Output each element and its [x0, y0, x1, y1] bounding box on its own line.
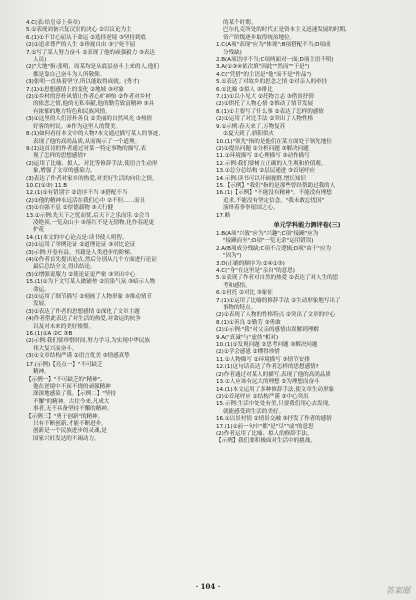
answer-line: (5)①增强说服力 ②使论证更严密 ③突出中心 — [26, 271, 136, 278]
answer-line: (2)①运用了对比手法 ②突出了人物性格 — [216, 116, 314, 123]
answer-line: (2)①追求尊严的人生 ②珍视自由 ③宁死不屈 — [26, 42, 136, 49]
answer-line: 11.①环境描写 ②心理描写 ③动作描写 — [216, 153, 310, 160]
answer-line: 事者,无不具备坚持不懈的精神。 — [33, 406, 113, 413]
left-column — [26, 20, 209, 443]
answer-line: (3)示例:开卷有益。书籍是人类进步的阶梯。 — [26, 249, 136, 256]
answer-line: (2)①运用了举例论证 ②道理论证 ③对比论证 — [26, 242, 136, 249]
answer-line: 16.(1)【示例】"不能没有精神"。不能没有理想 — [216, 190, 332, 197]
answer-line: 演绎着拳拳报国之心。 — [223, 205, 279, 212]
answer-line: 他在逆境中不屈不挠的顽强精神 — [33, 383, 111, 390]
answer-line: 5.①表现刘备兴复汉室的决心 ②以议论为主 — [26, 27, 132, 34]
answer-line: 追求,不能没有坚定信念。"我未敢忘忧国" — [223, 197, 325, 204]
answer-line: (2)①提出问题 ②分析问题 ③解决问题 — [216, 145, 309, 152]
answer-line: 深深地感染了我。【示例二】"坚持 — [33, 391, 116, 398]
answer-line: 4.C("凭借"的主语是"他"而不是"作品") — [216, 71, 312, 78]
answer-line: 9.(1)这首诗的作者通过对某一特定事物的描写,表 — [26, 145, 147, 152]
answer-line: 伟大复兴而奋斗。 — [33, 345, 78, 352]
answer-line: 14.(1)本文运用了多种修辞手法,使文章生动形象 — [216, 386, 335, 393]
answer-line: 7.①写了某人努力奋斗 ②表现了他的顽强毅力 ③表达 — [26, 49, 155, 56]
answer-line: (2)作者通过对某人的描写,表现了他的高尚品质 — [216, 371, 331, 378]
answer-line: 资产阶级逐步取得统治地位。 — [223, 34, 296, 41]
answer-line: 7.(1)①思想感情上的变化 ②地域 ③对象 — [26, 86, 124, 93]
answer-line: 护花 — [33, 227, 45, 234]
answer-line: 好客的村民。④作为这里人的赞美。 — [33, 123, 122, 130]
answer-line: (2)"大地"指:张明、周某均是从底层奋斗上来的人,他们 — [26, 64, 159, 71]
answer-line: (2)运用了比喻、拟人、对比等修辞手法,使语言生动形 — [26, 160, 158, 167]
answer-line: (3)①文章结构严谨 ②语言优美 ③情感真挚 — [26, 353, 130, 360]
answer-line: 现了怎样的思想感情? — [33, 153, 86, 160]
answer-line: 15.(1)①为下文写某人做铺垫 ②渲染气氛 ③暗示人物 — [26, 279, 156, 286]
answer-line: (2)①学会感恩 ②懂得珍惜 — [216, 349, 280, 356]
answer-line: 6.(1)①不甘心屈从于命运 ②选择逆境 ③坚持到底 — [26, 34, 147, 41]
watermark: 答案圈 — [386, 586, 410, 595]
answer-line: 8.(1)①善良 ②勤劳 ③勇敢 — [216, 319, 281, 326]
answer-line: 7.(1)①以小见大 ②托物言志 ③借景抒情 — [216, 94, 314, 101]
answer-line: 10.(1)①发现问题 ②思考问题 ③解决问题 — [216, 342, 318, 349]
answer-line: (4)①作者首先提出论点,然后分别从几个方面进行论证 — [26, 257, 157, 263]
answer-line: 5.①表现了作者对自然的热爱 ②表达了对人生的思 — [216, 275, 339, 282]
answer-line: 10.(1)"领先"指的是他们在某方面处于领先地位 — [216, 138, 332, 145]
answer-line: 6.①衬托 ②对比 ③象征 — [216, 290, 273, 297]
answer-line: 考和感悟。 — [223, 282, 251, 289]
answer-line: 的依恋之情,他的无私奉献,他的勤劳致富精神 ③具 — [33, 101, 155, 108]
answer-line: "接踵而至";D项"一览无余"运用错误) — [223, 238, 314, 245]
answer-line: (3)①这里的人们淳朴善良 ②美丽的自然风光 ③热情 — [26, 116, 152, 123]
answer-line: (2)①表现了人物的性格特点 ②突出了文章的中心 — [216, 312, 336, 319]
answer-line: 人员) — [33, 57, 47, 64]
answer-line: 事物的特点。 — [223, 305, 257, 312]
answer-line: (2)①他的精神永远活在我们心中 ②不但……而且 — [26, 197, 146, 204]
answer-line: (3)表达了作者对家乡的热爱,对美好生活的向往之情。 — [26, 175, 158, 182]
answer-line: 16.①以景衬情 ②情景交融 ③抒发了作者的感情 — [216, 416, 332, 423]
answer-line: 12.(1)①有错别字 ②语序不当 ③搭配不当 — [26, 190, 128, 197]
answer-line: (2)①烘托了人物心情 ②推动了情节发展 — [216, 101, 314, 108]
answer-line: 4.C(表:给皇帝上奏章) — [26, 20, 80, 26]
answer-line: 2.B(A项语序不当;C项两面对一面;D项主语不明) — [216, 57, 334, 64]
answer-line: 1.B(A项"兴致"应为"兴趣";C项"接踵"应为 — [216, 230, 319, 237]
section-heading: 单元学科能力测评卷(三) — [273, 221, 341, 229]
answer-line: 【示例三】"勇于创新"的精神。 — [26, 413, 104, 420]
answer-line: 命运。 — [33, 286, 50, 293]
answer-line: 4.C("身"在这里是"亲自"的意思) — [216, 268, 295, 274]
answer-line: 发展。 — [33, 301, 50, 308]
answer-line: 8.(1)如何看待本文中的人物?本文通过描写某人的事迹, — [26, 131, 161, 138]
answer-line: 17.略 — [216, 212, 231, 219]
answer-line: ②夏天到了,骄阳似火 — [223, 131, 275, 138]
answer-line: 3.D(正确的顺序为:②④①③) — [216, 260, 285, 267]
answer-line: 国家兴旺发达的不竭动力。 — [33, 435, 100, 442]
answer-line: (2)作者运用了比喻、拟人的修辞手法。 — [216, 430, 313, 437]
answer-line: 12.示例:我们要树立正确的人生观和价值观。 — [216, 160, 327, 167]
answer-line: 2.A(B项成分残缺;C项不合逻辑;D项"由于"应为 — [216, 245, 331, 252]
answer-line: 9.A("真诚"与"虚伪"相对) — [216, 334, 279, 341]
answer-line: 5.①表达了对故乡的思念之情 ②对亲人的牵挂 — [216, 79, 328, 86]
answer-line: 3.A(①③④依次填"因此""然而""于是") — [216, 64, 310, 71]
answer-line: 【示例一】"不可缺乏的"精神"。 — [26, 376, 106, 383]
answer-line: 17.(1)①前一句中"都"是"尽""或"的意思 — [216, 423, 314, 430]
right-column — [216, 20, 398, 446]
answer-line: 13.①人应该有远大的理想 ②为理想而奋斗 — [216, 379, 320, 386]
answer-line: 都是靠自己奋斗为人所敬仰。 — [33, 71, 106, 78]
answer-line: 14.(1)本文的中心论点是:读书使人明智。 — [26, 234, 128, 241]
answer-line: 14.示例:读书可以开阔视野,增长知识 — [216, 175, 306, 182]
answer-line: (3)张明一直执着坚守,所以能取得成就。(秀才) — [26, 79, 140, 86]
answer-line: 巴尔扎克所处的时代正是资本主义迅速发展的时期, — [223, 27, 347, 34]
answer-line: 7.(1)①运用了比喻的修辞手法 ②生动形象地写出了 — [216, 297, 341, 304]
answer-line: 8.(1)①主要写了什么事 ②表达了怎样的感情 — [216, 108, 324, 115]
answer-line: 【示例】我们要积极面对生活中的挑战。 — [216, 438, 316, 445]
answer-line: 12.(1)这句话表达了作者怎样的思想感情? — [216, 364, 319, 371]
answer-line: 有浓郁的地方特色和民族风情。 — [33, 108, 111, 115]
page-number: · 104 · — [195, 582, 221, 591]
answer-line: 15.示例:生活中处处有美,只要我们用心去发现, — [216, 401, 330, 408]
answer-line: (4)作者借此表达了对生活的热爱,对命运的抗争 — [26, 316, 141, 323]
answer-line: (3)①自强不息 ②厚德载物 ③天行健 — [26, 205, 114, 212]
answer-line: 表现了他的高尚品质,从而揭示了一个道理。 — [33, 138, 141, 145]
answer-line: 15.【示例】"我们"指的是那些曾经帮助过我的人 — [216, 182, 336, 189]
answer-line: (2)示例:我们要珍惜时间,努力学习,为实现中华民族 — [26, 338, 150, 345]
answer-line: (2)①运用了细节描写 ②刻画了人物形象 ③推动情节 — [26, 294, 152, 301]
answer-line: 1.C(A项"表现"应为"体现";B项搭配不当;D项成 — [216, 42, 331, 49]
answer-line: 精神。 — [33, 369, 50, 376]
answer-line: 16.(1)①A ②C ③B — [26, 331, 73, 338]
answer-line: 最后总结全文,得出结论。 — [33, 264, 96, 271]
answer-line: 17.(示例)【亮点一】"不可缺乏 — [26, 361, 103, 368]
answer-line: 就能感受到生活的美好。 — [223, 408, 284, 415]
answer-line: (2)①首尾呼应 ②结构严谨 ③中心突出 — [216, 393, 309, 400]
answer-line: 创新是一个民族进步的灵魂,是 — [33, 428, 107, 435]
answer-line: (2)①示例:"我"对父亲的感情由误解到理解 — [216, 327, 319, 334]
answer-line: 以及对未来的美好憧憬。 — [33, 323, 94, 330]
answer-line: 象,增强了文章的感染力。 — [33, 168, 96, 175]
answer-line: 11.①人物描写 ②环境描写 ③情节安排 — [216, 356, 310, 363]
answer-line: 13.①总分总结构 ②层层递进 ③首尾呼应 — [216, 168, 316, 175]
answer-line: 6.①比喻 ②拟人 ③排比 — [216, 86, 273, 93]
answer-line: 凌绝顶,一览众山小 ③落红不是无情物,化作春泥更 — [33, 219, 155, 226]
answer-line: 13.①示例:先天下之忧而忧,后天下之乐而乐 ②会当 — [26, 212, 150, 219]
answer-line: 9.①示例:春天来了,万物复苏 — [216, 123, 286, 130]
answer-line: 10.C(①③) 11.B — [26, 182, 68, 189]
answer-line: 不懈"的精神。古往今来,凡成大 — [33, 398, 110, 405]
answer-line: (2)①乡村的淳朴风情让作者心旷神怡 ②作者对乡村 — [26, 94, 151, 101]
answer-line: 只有不断创新,才能不断进步。 — [33, 420, 107, 427]
answer-line: 分残缺) — [223, 49, 242, 56]
answer-line: (3)①表达了作者的思想感情 ②深化了文章主题 — [26, 308, 140, 315]
answer-line: 的某个时期。 — [223, 20, 257, 26]
answer-line: "因为") — [223, 253, 242, 260]
